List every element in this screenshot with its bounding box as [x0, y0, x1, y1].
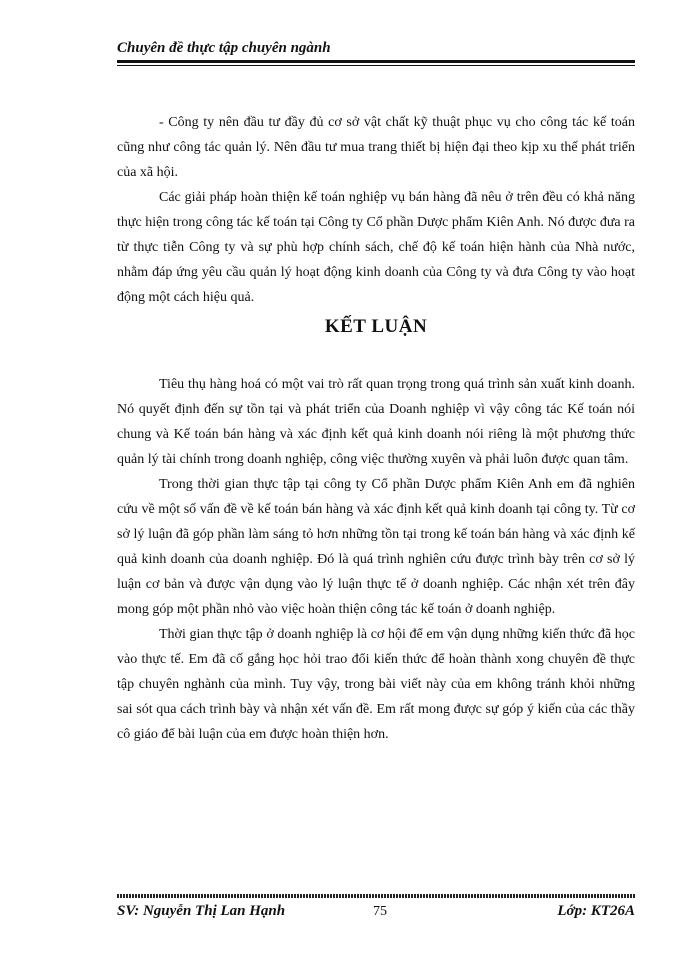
paragraph-conclusion-1: Tiêu thụ hàng hoá có một vai trò rất quan trọng trong quá trình sản xuất kinh doanh. Nó quyết định đến sự tồn tại và phát triển của Doanh nghiệp vì vậy công tác Kế toán nói chung và Kế toán bán hàng và xác định kết quả kinh doanh nói riêng là một phương thức quản lý tài chính trong doanh nghiệp, công việc thường xuyên và phải luôn được quan tâm. — [117, 377, 635, 467]
conclusion-heading: KẾT LUẬN — [324, 316, 428, 337]
paragraph-investment: - Công ty nên đầu tư đầy đủ cơ sở vật chất kỹ thuật phục vụ cho công tác kế toán cũng như công tác quản lý. Nên đầu tư mua trang thiết bị hiện đại theo kịp xu thế phát triển của xã hội. — [117, 115, 635, 180]
footer-rule — [117, 894, 635, 898]
paragraph-solutions: Các giải pháp hoàn thiện kế toán nghiệp vụ bán hàng đã nêu ở trên đều có khả năng thực hiện trong công tác kế toán tại Công ty Cổ phần Dược phẩm Kiên Anh. Nó được đưa ra từ thực tiễn Công ty và sự phù hợp chính sách, chế độ kế toán hiện hành của Nhà nước, nhằm đáp ứng yêu cầu quản lý hoạt động kinh doanh của Công ty và đưa Công ty vào hoạt động một cách hiệu quả. — [117, 190, 635, 305]
body-section-1 — [117, 110, 635, 310]
footer-student-name: SV: Nguyễn Thị Lan Hạnh — [117, 903, 286, 919]
paragraph-conclusion-2: Trong thời gian thực tập tại công ty Cổ phần Dược phẩm Kiên Anh em đã nghiên cứu về một số vấn đề về kế toán bán hàng và xác định kết quả kinh doanh tại công ty. Từ cơ sở lý luận đã góp phần làm sáng tỏ hơn những tồn tại trong kế toán bán hàng và xác định kế quả kinh doanh của doanh nghiệp. Đó là quá trình nghiên cứu được trình bày trên cơ sở lý luận cơ bản và được vận dụng vào lý luận thực tế ở doanh nghiệp. Các nhận xét trên đây mong góp một phần nhỏ vào việc hoàn thiện công tác kế toán ở doanh nghiệp. — [117, 477, 635, 617]
footer-class-label: Lớp: KT26A — [557, 903, 635, 919]
paragraph-conclusion-3: Thời gian thực tập ở doanh nghiệp là cơ hội để em vận dụng những kiến thức đã học vào thực tế. Em đã cố gắng học hỏi trao đổi kiến thức để hoàn thành xong chuyên đề thực tập chuyên nghành của mình. Tuy vậy, trong bài viết này của em không tránh khỏi những sai sót qua cách trình bày và nhận xét vấn đề. Em rất mong được sự góp ý kiến của các thầy cô giáo để bài luận của em được hoàn thiện hơn. — [117, 627, 635, 742]
body-section-conclusion — [117, 372, 635, 747]
header-rule-thick — [117, 60, 635, 63]
page-header-title: Chuyên đề thực tập chuyên ngành — [117, 40, 331, 56]
footer-page-number: 75 — [373, 904, 387, 919]
header-rule-thin — [117, 65, 635, 66]
